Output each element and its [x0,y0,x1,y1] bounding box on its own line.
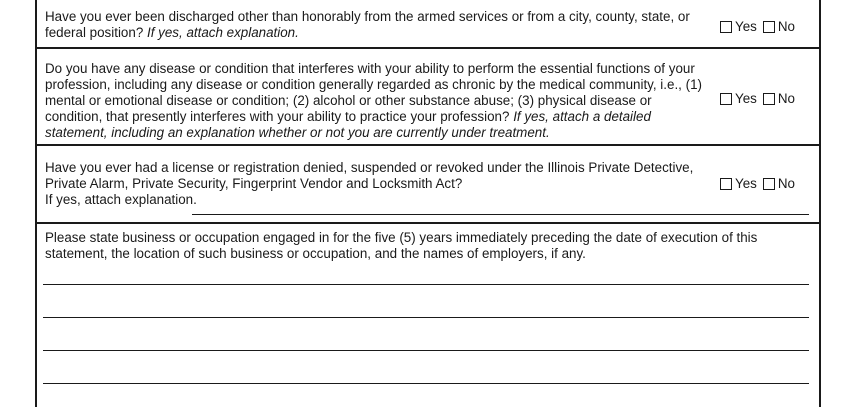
employment-line-3[interactable] [43,350,809,351]
no-label: No [777,91,795,106]
question-hint: If yes, attach explanation. [147,25,299,40]
employment-text: Please state business or occupation engaged in for the five (5) years immediately preceding the date of execution of this statement, the location of such business or occupation, and the names of employers, if any. [45,230,758,261]
employment-line-4[interactable] [43,383,809,384]
question-license [37,146,819,224]
question-disease [37,47,819,146]
yes-checkbox[interactable] [720,93,732,105]
question-body: Have you ever had a license or registration denied, suspended or revoked under the Illinois Private Detective, Private Alarm, Private Security, Fingerprint Vendor and Locksmith Act? [45,160,694,191]
yes-no-group [720,91,801,106]
no-label: No [777,19,795,34]
explanation-line[interactable] [192,214,809,215]
no-label: No [777,176,795,191]
yes-no-group [720,19,801,34]
question-text [45,61,709,141]
yes-label: Yes [735,176,757,191]
form-page [35,0,821,407]
yes-checkbox[interactable] [720,178,732,190]
no-checkbox[interactable] [763,93,775,105]
employment-line-2[interactable] [43,317,809,318]
question-hint: If yes, attach a detailed statement, including an explanation whether or not you are currently under treatment. [45,109,651,140]
question-text [45,160,709,208]
no-checkbox[interactable] [763,178,775,190]
yes-label: Yes [735,19,757,34]
question-body: Do you have any disease or condition that interferes with your ability to perform the essential functions of your profession, including any disease or condition generally regarded as chronic by the medical community, i.e., (1) mental or emotional disease or condition; (2) alcohol or other substance abuse; (3) physical disease or condition, that presently interferes with your ability to practice your profession? [45,61,702,124]
no-checkbox[interactable] [763,21,775,33]
yes-checkbox[interactable] [720,21,732,33]
question-hint: If yes, attach explanation. [45,192,197,207]
yes-label: Yes [735,91,757,106]
question-body: Have you ever been discharged other than honorably from the armed services or from a city, county, state, or federal position? [45,9,690,40]
employment-line-1[interactable] [43,284,809,285]
employment-section [37,224,819,407]
question-text [45,9,709,41]
question-discharge [37,0,819,49]
yes-no-group [720,176,801,191]
